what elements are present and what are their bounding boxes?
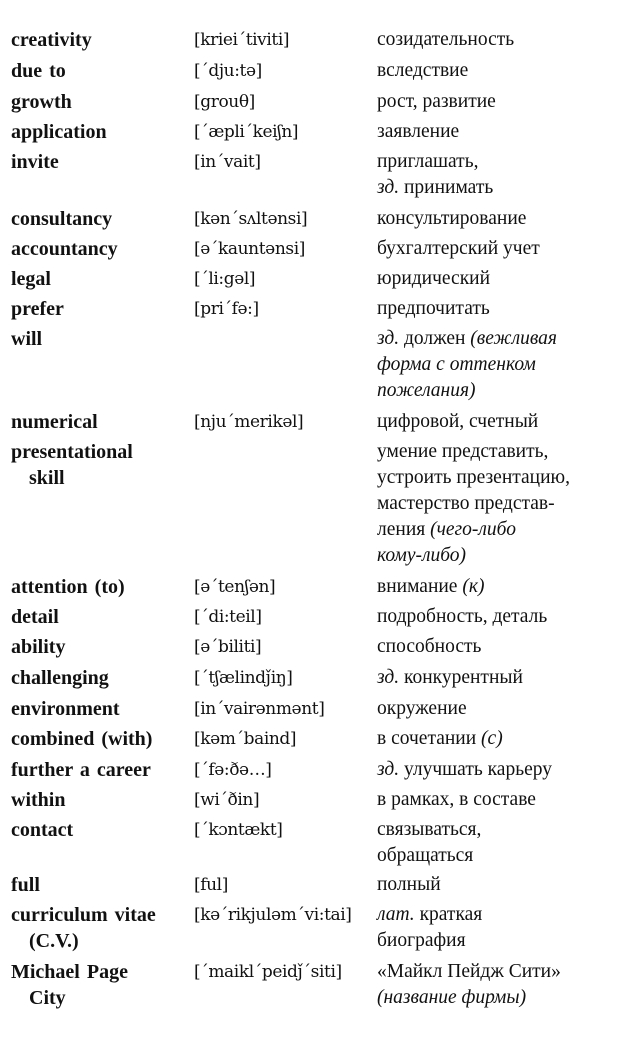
entry-meaning	[377, 574, 617, 600]
entry-transcription: [´li:gəl]	[194, 269, 256, 289]
entry-term	[11, 665, 109, 691]
entry-meaning	[377, 872, 617, 898]
meaning-line	[377, 928, 617, 954]
entry-meaning	[377, 119, 617, 145]
entry-meaning	[377, 206, 617, 232]
term-line: detail	[11, 606, 59, 628]
meaning-line	[377, 378, 617, 404]
meaning-text: приглашать,	[377, 151, 479, 172]
entry-transcription: [pri´fə:]	[194, 299, 259, 319]
meaning-text: созидательность	[377, 29, 515, 50]
meaning-line	[377, 817, 617, 843]
entry-term	[11, 757, 151, 783]
entry-transcription: [ə´kauntənsi]	[194, 239, 305, 259]
entry-transcription: [in´vairənmənt]	[194, 699, 325, 719]
term-line: contact	[11, 819, 74, 841]
meaning-line	[377, 352, 617, 378]
entry-term	[11, 604, 59, 630]
entry-term	[11, 206, 112, 232]
meaning-line	[377, 757, 617, 783]
meaning-line	[377, 604, 617, 630]
entry-term	[11, 902, 156, 954]
meaning-text: юридический	[377, 268, 491, 289]
term-continuation: (C.V.)	[29, 930, 79, 952]
meaning-text: биография	[377, 930, 466, 951]
entry-term	[11, 409, 98, 435]
meaning-line	[377, 959, 617, 985]
term-line: attention (to)	[11, 576, 125, 598]
meaning-line	[377, 726, 617, 752]
term-line: numerical	[11, 411, 98, 433]
entry-transcription: [in´vait]	[194, 152, 261, 172]
meaning-note: лат.	[377, 904, 415, 925]
entry-term	[11, 574, 125, 600]
meaning-text: должен	[399, 328, 471, 349]
entry-meaning	[377, 902, 617, 954]
meaning-note: форма с оттенком	[377, 354, 536, 375]
meaning-line	[377, 665, 617, 691]
meaning-note: зд.	[377, 759, 400, 780]
entry-meaning	[377, 58, 617, 84]
entry-transcription: [kən´sʌltənsi]	[194, 209, 308, 229]
term-line: growth	[11, 91, 72, 113]
meaning-text: конкурентный	[399, 667, 523, 688]
entry-meaning	[377, 266, 617, 292]
meaning-text: умение представить,	[377, 441, 549, 462]
term-line: within	[11, 789, 66, 811]
term-line: creativity	[11, 29, 92, 51]
entry-transcription: [kə´rikjuləm´vi:tai]	[194, 905, 352, 925]
entry-term	[11, 58, 66, 84]
meaning-text: бухгалтерский учет	[377, 238, 540, 259]
entry-meaning	[377, 665, 617, 691]
meaning-line	[377, 517, 617, 543]
term-line: curriculum vitae	[11, 904, 156, 926]
meaning-note: кому-либо)	[377, 545, 467, 566]
entry-term	[11, 266, 51, 292]
entry-transcription: [kəm´baind]	[194, 729, 297, 749]
entry-term	[11, 817, 73, 843]
meaning-line	[377, 439, 617, 465]
term-line: further a career	[11, 759, 151, 781]
meaning-line	[377, 902, 617, 928]
entry-transcription: [ful]	[194, 875, 228, 895]
entry-meaning	[377, 757, 617, 783]
meaning-text: в сочетании	[377, 728, 482, 749]
meaning-line	[377, 787, 617, 813]
meaning-note: зд.	[377, 667, 400, 688]
meaning-line	[377, 27, 617, 53]
entry-term	[11, 726, 152, 752]
meaning-note: пожелания)	[377, 380, 476, 401]
meaning-text: рост, развитие	[377, 91, 496, 112]
meaning-line	[377, 872, 617, 898]
entry-transcription: [´maikl´peidǰ´siti]	[194, 962, 342, 982]
meaning-line	[377, 236, 617, 262]
meaning-text: способность	[377, 636, 482, 657]
meaning-line	[377, 409, 617, 435]
meaning-note: (к)	[462, 576, 485, 597]
meaning-line	[377, 206, 617, 232]
meaning-text: заявление	[377, 121, 460, 142]
entry-meaning	[377, 959, 617, 1011]
meaning-text: краткая	[414, 904, 483, 925]
term-line: accountancy	[11, 238, 118, 260]
term-line: environment	[11, 698, 120, 720]
entry-transcription: [nju´merikəl]	[194, 412, 304, 432]
term-line: due to	[11, 60, 66, 82]
term-line: Michael Page	[11, 961, 128, 983]
meaning-line	[377, 296, 617, 322]
entry-transcription: [wi´ðin]	[194, 790, 260, 810]
meaning-line	[377, 543, 617, 569]
meaning-line	[377, 574, 617, 600]
meaning-text: подробность, деталь	[377, 606, 548, 627]
meaning-line	[377, 89, 617, 115]
meaning-line	[377, 696, 617, 722]
entry-transcription: [grouθ]	[194, 92, 255, 112]
entry-meaning	[377, 296, 617, 322]
entry-transcription: [´dju:tə]	[194, 61, 262, 81]
meaning-text: окружение	[377, 698, 467, 719]
entry-meaning	[377, 634, 617, 660]
entry-transcription: [´tʃælindǰiŋ]	[194, 668, 293, 688]
meaning-text: принимать	[399, 177, 494, 198]
meaning-text: обращаться	[377, 845, 474, 866]
entry-meaning	[377, 696, 617, 722]
entry-term	[11, 696, 120, 722]
meaning-line	[377, 149, 617, 175]
meaning-text: внимание	[377, 576, 463, 597]
entry-transcription: [kriei´tiviti]	[194, 30, 290, 50]
meaning-note: зд.	[377, 177, 400, 198]
entry-meaning	[377, 27, 617, 53]
term-line: combined (with)	[11, 728, 153, 750]
entry-transcription: [ə´tenʃən]	[194, 577, 276, 597]
entry-term	[11, 89, 72, 115]
entry-meaning	[377, 326, 617, 404]
entry-meaning	[377, 89, 617, 115]
term-line: consultancy	[11, 208, 113, 230]
entry-term	[11, 296, 64, 322]
meaning-line	[377, 985, 617, 1011]
term-line: presentational	[11, 441, 133, 463]
meaning-line	[377, 843, 617, 869]
term-line: full	[11, 874, 40, 896]
term-line: legal	[11, 268, 51, 290]
meaning-text: связываться,	[377, 819, 482, 840]
meaning-line	[377, 58, 617, 84]
meaning-text: предпочитать	[377, 298, 490, 319]
entry-transcription: [´di:teil]	[194, 607, 262, 627]
entry-term	[11, 326, 42, 352]
meaning-line	[377, 119, 617, 145]
meaning-text: полный	[377, 874, 441, 895]
meaning-line	[377, 266, 617, 292]
entry-term	[11, 27, 92, 53]
meaning-note: (вежливая	[470, 328, 557, 349]
entry-meaning	[377, 787, 617, 813]
meaning-note: зд.	[377, 328, 400, 349]
meaning-text: улучшать карьеру	[399, 759, 552, 780]
entry-meaning	[377, 409, 617, 435]
term-line: prefer	[11, 298, 64, 320]
meaning-line	[377, 465, 617, 491]
entry-transcription: [ə´biliti]	[194, 637, 262, 657]
meaning-note: (чего-либо	[430, 519, 516, 540]
meaning-text: вследствие	[377, 60, 469, 81]
entry-transcription: [´fə:ðə…]	[194, 760, 272, 780]
entry-term	[11, 149, 59, 175]
entry-term	[11, 119, 107, 145]
entry-term	[11, 959, 128, 1011]
meaning-note: (название фирмы)	[377, 987, 527, 1008]
entry-term	[11, 236, 118, 262]
entry-term	[11, 872, 40, 898]
term-line: ability	[11, 636, 66, 658]
meaning-text: «Майкл Пейдж Сити»	[377, 961, 561, 982]
meaning-text: цифровой, счетный	[377, 411, 539, 432]
meaning-text: консультирование	[377, 208, 527, 229]
meaning-text: мастерство представ-	[377, 493, 555, 514]
meaning-note: (с)	[481, 728, 503, 749]
term-line: will	[11, 328, 43, 350]
meaning-line	[377, 175, 617, 201]
term-continuation: City	[29, 987, 66, 1009]
meaning-line	[377, 491, 617, 517]
entry-meaning	[377, 236, 617, 262]
meaning-text: в рамках, в составе	[377, 789, 536, 810]
term-continuation: skill	[29, 467, 65, 489]
meaning-line	[377, 326, 617, 352]
entry-meaning	[377, 604, 617, 630]
entry-term	[11, 634, 65, 660]
term-line: application	[11, 121, 107, 143]
entry-term	[11, 439, 133, 491]
entry-meaning	[377, 817, 617, 869]
entry-term	[11, 787, 65, 813]
meaning-text: устроить презентацию,	[377, 467, 570, 488]
term-line: challenging	[11, 667, 109, 689]
entry-transcription: [´æpli´keiʃn]	[194, 122, 299, 142]
entry-meaning	[377, 149, 617, 201]
entry-meaning	[377, 439, 617, 569]
entry-transcription: [´kɔntækt]	[194, 820, 283, 840]
meaning-text: ления	[377, 519, 431, 540]
entry-meaning	[377, 726, 617, 752]
term-line: invite	[11, 151, 59, 173]
meaning-line	[377, 634, 617, 660]
